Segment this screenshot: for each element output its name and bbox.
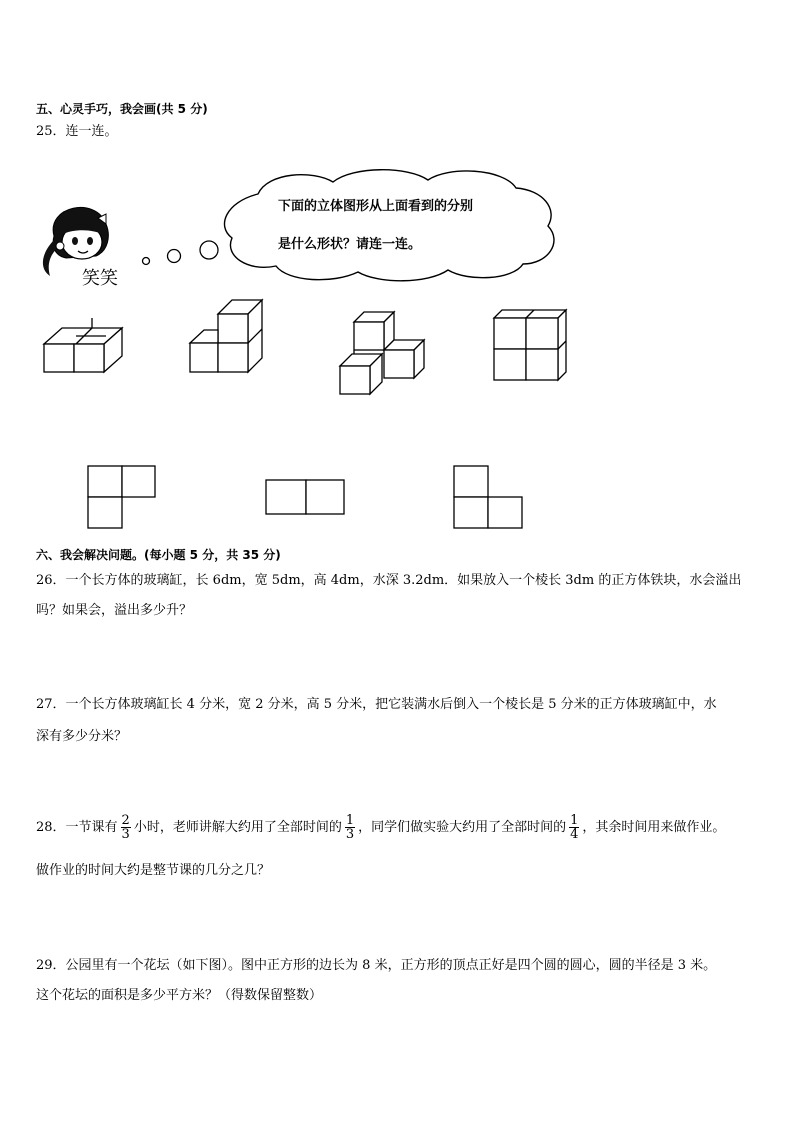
question-26-line-1: 26．一个长方体的玻璃缸，长 6dm，宽 5dm，高 4dm，水深 3.2dm．如果放入一个棱长 3dm 的正方体铁块，水会溢出 bbox=[36, 573, 742, 588]
thought-circles bbox=[138, 236, 222, 272]
q28-text-b: 小时，老师讲解大约用了全部时间的 bbox=[133, 820, 342, 835]
top-view-shape-1 bbox=[86, 464, 158, 530]
fraction-denominator: 4 bbox=[570, 827, 579, 842]
fraction-two-thirds bbox=[121, 814, 131, 841]
q28-text-d: ，其余时间用来做作业。 bbox=[582, 820, 726, 835]
question-28-line-2: 做作业的时间大约是整节课的几分之几？ bbox=[36, 863, 271, 878]
fraction-numerator: 1 bbox=[345, 813, 355, 828]
q28-text-c: ，同学们做实验大约用了全部时间的 bbox=[358, 820, 567, 835]
question-28-line-1 bbox=[36, 814, 725, 842]
fraction-numerator: 2 bbox=[121, 813, 130, 828]
section-5-heading: 五、心灵手巧，我会画(共 5 分) bbox=[36, 102, 208, 116]
character-name: 笑笑 bbox=[82, 268, 118, 289]
top-view-shape-3 bbox=[452, 464, 526, 530]
question-27-line-2: 深有多少分米？ bbox=[36, 729, 128, 744]
fraction-one-third bbox=[345, 814, 355, 841]
solid-figure-3 bbox=[338, 310, 430, 398]
solid-figure-4 bbox=[492, 310, 572, 382]
question-25-label: 25．连一连。 bbox=[36, 124, 118, 139]
thought-cloud bbox=[218, 164, 564, 286]
bubble-text-line-1: 下面的立体图形从上面看到的分别 bbox=[278, 199, 474, 214]
top-view-shape-2 bbox=[264, 478, 348, 516]
fraction-denominator: 3 bbox=[121, 827, 130, 842]
fraction-numerator: 1 bbox=[570, 813, 579, 828]
question-29-line-2: 这个花坛的面积是多少平方米？（得数保留整数） bbox=[36, 988, 323, 1003]
solid-figure-1 bbox=[42, 318, 132, 376]
question-29-line-1: 29．公园里有一个花坛（如下图）。图中正方形的边长为 8 米，正方形的顶点正好是四个圆的圆心，圆的半径是 3 米。 bbox=[36, 958, 717, 973]
section-6-heading: 六、我会解决问题。(每小题 5 分，共 35 分) bbox=[36, 548, 281, 562]
fraction-denominator: 3 bbox=[345, 827, 355, 842]
q28-text-a: 28．一节课有 bbox=[36, 820, 118, 835]
question-26-line-2: 吗？如果会，溢出多少升？ bbox=[36, 603, 193, 618]
solid-figure-2 bbox=[188, 298, 268, 374]
bubble-text-line-2: 是什么形状？请连一连。 bbox=[278, 237, 422, 252]
question-27-line-1: 27．一个长方体玻璃缸长 4 分米，宽 2 分米，高 5 分米，把它装满水后倒入一个棱长是 5 分米的正方体玻璃缸中，水 bbox=[36, 697, 717, 712]
fraction-one-quarter bbox=[569, 814, 579, 841]
